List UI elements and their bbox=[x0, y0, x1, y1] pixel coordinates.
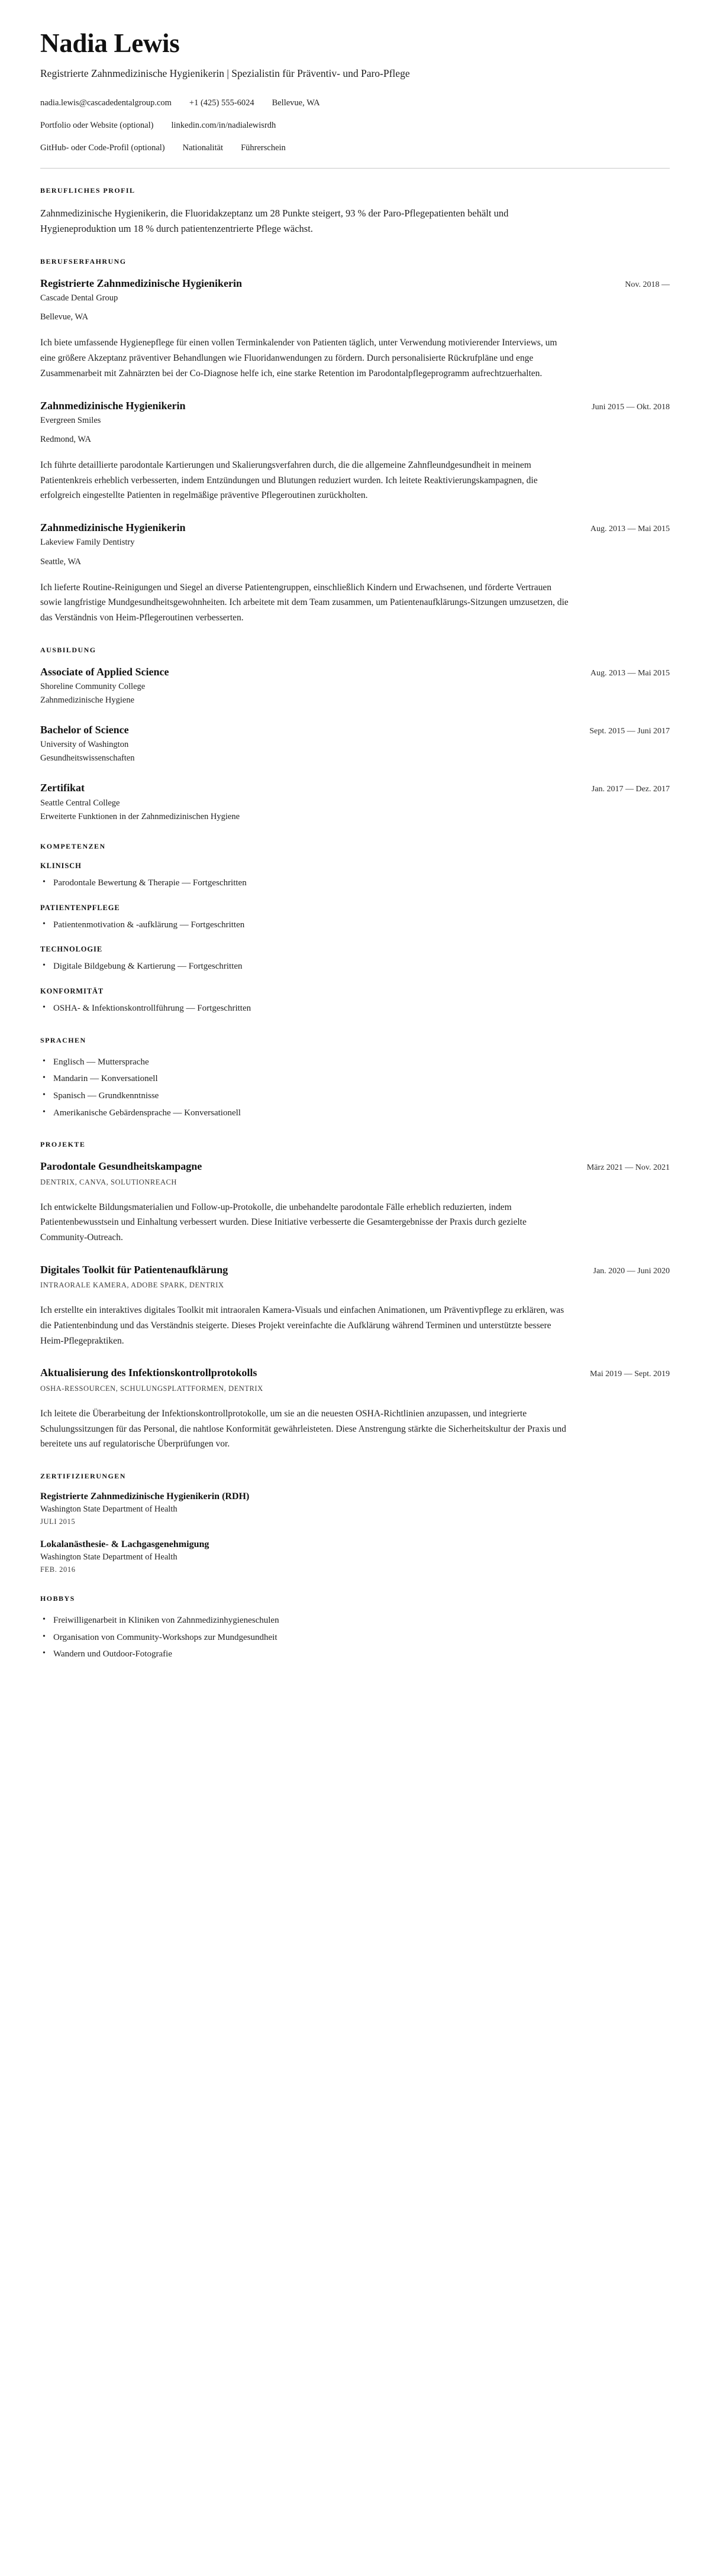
summary-text: Zahnmedizinische Hygienikerin, die Fluoridakzeptanz um 28 Punkte steigert, 93 % der Paro-Pflegepatienten behält und Hygieneproduktion um 18 % durch patientenzentrierte Pflege wächst. bbox=[40, 207, 509, 235]
contact-github-placeholder[interactable]: GitHub- oder Code-Profil (optional) bbox=[40, 143, 165, 153]
project-date-range: März 2021 — Nov. 2021 bbox=[586, 1163, 670, 1173]
education-entry bbox=[40, 723, 670, 763]
section-title-hobbies: HOBBYS bbox=[40, 1594, 75, 1603]
education-date-range: Jan. 2017 — Dez. 2017 bbox=[591, 785, 670, 794]
project-date-range: Mai 2019 — Sept. 2019 bbox=[590, 1370, 670, 1379]
section-title-experience: BERUFSERFAHRUNG bbox=[40, 257, 127, 266]
language-item: • Englisch — Muttersprache bbox=[40, 1056, 670, 1070]
experience-entry-head bbox=[40, 277, 670, 290]
project-entry-head bbox=[40, 1263, 670, 1277]
contact-location: Bellevue, WA bbox=[272, 98, 320, 108]
contact-drivers-license-placeholder: Führerschein bbox=[241, 143, 286, 153]
experience-date-range: Nov. 2018 — bbox=[625, 280, 670, 289]
education-field: Zahnmedizinische Hygiene bbox=[40, 695, 135, 706]
section-title-projects: PROJEKTE bbox=[40, 1140, 86, 1149]
contact-linkedin[interactable]: linkedin.com/in/nadialewisrdh bbox=[171, 121, 276, 131]
skill-group bbox=[40, 945, 670, 974]
experience-company: Lakeview Family Dentistry bbox=[40, 538, 135, 548]
experience-description: Ich führte detaillierte parodontale Kartierungen und Skalierungsverfahren durch, die die allgemeine Zahnfleundgesundheit in meinem Patientenkreis erheblich verbesserten, indem Entzündungen und Blutungen reduziert wurden. Ich leitete Reaktivierungskampagnen, die erfolgreich eingestellte Patienten in regelmäßige präventive Pflegeroutinen zurückholten. bbox=[40, 459, 538, 501]
certification-name: Registrierte Zahnmedizinische Hygienikerin (RDH) bbox=[40, 1491, 250, 1502]
education-entry-head bbox=[40, 665, 670, 679]
project-entry-head bbox=[40, 1160, 670, 1173]
education-school: University of Washington bbox=[40, 740, 129, 750]
experience-location: Redmond, WA bbox=[40, 434, 91, 444]
certification-date: FEB. 2016 bbox=[40, 1565, 76, 1574]
experience-entry-head bbox=[40, 521, 670, 535]
section-summary bbox=[40, 186, 670, 237]
candidate-headline: Registrierte Zahnmedizinische Hygienikerin | Spezialistin für Präventiv- und Paro-Pflege bbox=[40, 67, 410, 80]
contact-row-extra bbox=[40, 142, 670, 155]
education-date-range: Aug. 2013 — Mai 2015 bbox=[590, 668, 670, 678]
experience-company: Cascade Dental Group bbox=[40, 293, 118, 303]
experience-location: Bellevue, WA bbox=[40, 312, 89, 322]
section-languages bbox=[40, 1036, 670, 1121]
section-skills bbox=[40, 842, 670, 1016]
skill-list bbox=[40, 876, 670, 891]
section-title-skills: KOMPETENZEN bbox=[40, 842, 106, 850]
project-name: Digitales Toolkit für Patientenaufklärung bbox=[40, 1263, 228, 1276]
education-entry-head bbox=[40, 781, 670, 795]
project-description: Ich leitete die Überarbeitung der Infektionskontrollprotokolle, um sie an die neuesten OSHA-Richtlinien anzupassen, und integrierte Schulungssitzungen für das Personal, die nahtlose Konformität gewährleisteten. Diese Anstrengung stärkte die Sicherheitskultur der Praxis und bereitete uns auf regulatorische Überprüfungen vor. bbox=[40, 1408, 566, 1449]
project-entry-head bbox=[40, 1366, 670, 1380]
experience-location: Seattle, WA bbox=[40, 556, 81, 567]
section-hobbies bbox=[40, 1594, 670, 1662]
certification-issuer: Washington State Department of Health bbox=[40, 1504, 178, 1514]
skill-item: • OSHA- & Infektionskontrollführung — Fortgeschritten bbox=[40, 1002, 670, 1016]
resume-header bbox=[40, 28, 670, 155]
contact-phone[interactable]: +1 (425) 555-6024 bbox=[189, 98, 254, 108]
header-divider bbox=[40, 168, 670, 169]
hobby-item: • Wandern und Outdoor-Fotografie bbox=[40, 1648, 670, 1662]
education-date-range: Sept. 2015 — Juni 2017 bbox=[589, 727, 670, 736]
section-experience bbox=[40, 257, 670, 626]
education-field: Erweiterte Funktionen in der Zahnmedizinischen Hygiene bbox=[40, 811, 240, 821]
project-tools: OSHA-RESSOURCEN, SCHULUNGSPLATTFORMEN, DENTRIX bbox=[40, 1384, 263, 1393]
project-name: Parodontale Gesundheitskampagne bbox=[40, 1160, 202, 1173]
language-list bbox=[40, 1056, 670, 1121]
skill-item: • Patientenmotivation & -aufklärung — Fortgeschritten bbox=[40, 918, 670, 933]
certification-entry bbox=[40, 1491, 670, 1526]
experience-job-title: Zahnmedizinische Hygienikerin bbox=[40, 399, 186, 412]
education-degree: Associate of Applied Science bbox=[40, 665, 169, 678]
education-field: Gesundheitswissenschaften bbox=[40, 753, 135, 763]
section-title-certifications: ZERTIFIZIERUNGEN bbox=[40, 1472, 126, 1481]
education-degree: Zertifikat bbox=[40, 782, 85, 794]
skill-item: • Digitale Bildgebung & Kartierung — Fortgeschritten bbox=[40, 960, 670, 974]
skill-group bbox=[40, 987, 670, 1016]
skill-category-label: KONFORMITÄT bbox=[40, 986, 104, 995]
skill-item: • Parodontale Bewertung & Therapie — Fortgeschritten bbox=[40, 876, 670, 891]
section-certifications bbox=[40, 1472, 670, 1574]
skill-group bbox=[40, 904, 670, 933]
experience-entry bbox=[40, 277, 670, 381]
skill-list bbox=[40, 960, 670, 974]
project-description: Ich entwickelte Bildungsmaterialien und Follow-up-Protokolle, die unbehandelte parodontale Fälle erheblich reduzierten, indem Patientenbewusstsein und Einhaltung verbessert wurden. Diese Initiative verbesserte die Gesamtergebnisse der Praxis durch gezielte Community-Outreach. bbox=[40, 1202, 527, 1243]
experience-date-range: Aug. 2013 — Mai 2015 bbox=[590, 525, 670, 534]
experience-company: Evergreen Smiles bbox=[40, 415, 101, 425]
education-entry bbox=[40, 781, 670, 821]
experience-description: Ich lieferte Routine-Reinigungen und Siegel an diverse Patientengruppen, einschließlich Kindern und Erwachsenen, und förderte Vertrauen sowie langfristige Mundgesundheitsgewohnheiten. Ich arbeitete mit dem Team zusammen, um Patientenaufklärungs-Sitzungen umzusetzen, die das Verständnis von Heim-Pflegeroutinen verbesserten. bbox=[40, 582, 569, 623]
section-projects bbox=[40, 1140, 670, 1452]
project-entry bbox=[40, 1160, 670, 1245]
language-item: • Amerikanische Gebärdensprache — Konversationell bbox=[40, 1106, 670, 1121]
hobby-item: • Organisation von Community-Workshops zur Mundgesundheit bbox=[40, 1631, 670, 1645]
experience-date-range: Juni 2015 — Okt. 2018 bbox=[592, 402, 670, 412]
education-school: Shoreline Community College bbox=[40, 682, 146, 692]
contact-portfolio-placeholder[interactable]: Portfolio oder Website (optional) bbox=[40, 121, 154, 131]
language-item: • Mandarin — Konversationell bbox=[40, 1072, 670, 1086]
language-item: • Spanisch — Grundkenntnisse bbox=[40, 1089, 670, 1103]
certification-entry bbox=[40, 1539, 670, 1574]
skill-group bbox=[40, 862, 670, 891]
project-date-range: Jan. 2020 — Juni 2020 bbox=[593, 1266, 670, 1276]
project-entry bbox=[40, 1263, 670, 1349]
skill-category-label: TECHNOLOGIE bbox=[40, 945, 103, 954]
project-tools: INTRAORALE KAMERA, ADOBE SPARK, DENTRIX bbox=[40, 1281, 224, 1290]
hobby-list bbox=[40, 1614, 670, 1662]
education-entry bbox=[40, 665, 670, 706]
project-tools: DENTRIX, CANVA, SOLUTIONREACH bbox=[40, 1177, 177, 1186]
experience-job-title: Zahnmedizinische Hygienikerin bbox=[40, 522, 186, 534]
skill-category-label: KLINISCH bbox=[40, 861, 82, 870]
contact-email[interactable]: nadia.lewis@cascadedentalgroup.com bbox=[40, 98, 172, 108]
education-school: Seattle Central College bbox=[40, 798, 120, 808]
contact-nationality-placeholder: Nationalität bbox=[182, 143, 224, 153]
project-description: Ich erstellte ein interaktives digitales Toolkit mit intraoralen Kamera-Visuals und einfachen Animationen, um Präventivpflege zu erklären, was die Patientenbindung und das Verständnis steigerte. Dieses Projekt vereinfachte die Aufklärung während Terminen und unterstützte bessere Heim-Pflegepraktiken. bbox=[40, 1305, 564, 1346]
candidate-name: Nadia Lewis bbox=[40, 28, 180, 58]
section-title-languages: SPRACHEN bbox=[40, 1035, 86, 1044]
experience-description: Ich biete umfassende Hygienepflege für einen vollen Terminkalender von Patienten täglich, unter Verwendung motivierender Interviews, um eine größere Akzeptanz präventiver Behandlungen wie Fluoridanwendungen zu fördern. Durch personalisierte Rückrufpläne und enge Zusammenarbeit mit Zahnärzten bei der Co-Diagnose helfe ich, eine starke Retention im Parodontalpflegeprogramm aufrechtzuerhalten. bbox=[40, 338, 557, 378]
project-entry bbox=[40, 1366, 670, 1452]
experience-job-title: Registrierte Zahnmedizinische Hygienikerin bbox=[40, 277, 242, 289]
section-education bbox=[40, 646, 670, 822]
certification-date: JULI 2015 bbox=[40, 1517, 76, 1526]
certification-name: Lokalanästhesie- & Lachgasgenehmigung bbox=[40, 1539, 209, 1550]
experience-entry bbox=[40, 521, 670, 626]
contact-row-primary bbox=[40, 97, 670, 110]
section-title-education: AUSBILDUNG bbox=[40, 645, 96, 654]
education-entry-head bbox=[40, 723, 670, 737]
experience-entry-head bbox=[40, 399, 670, 413]
education-degree: Bachelor of Science bbox=[40, 724, 129, 736]
project-name: Aktualisierung des Infektionskontrollprotokolls bbox=[40, 1367, 257, 1379]
experience-entry bbox=[40, 399, 670, 504]
skill-list bbox=[40, 918, 670, 933]
contact-row-web bbox=[40, 119, 670, 132]
section-title-summary: BERUFLICHES PROFIL bbox=[40, 186, 135, 195]
skill-list bbox=[40, 1002, 670, 1016]
skill-category-label: PATIENTENPFLEGE bbox=[40, 903, 120, 912]
certification-issuer: Washington State Department of Health bbox=[40, 1552, 178, 1562]
hobby-item: • Freiwilligenarbeit in Kliniken von Zahnmedizinhygieneschulen bbox=[40, 1614, 670, 1628]
